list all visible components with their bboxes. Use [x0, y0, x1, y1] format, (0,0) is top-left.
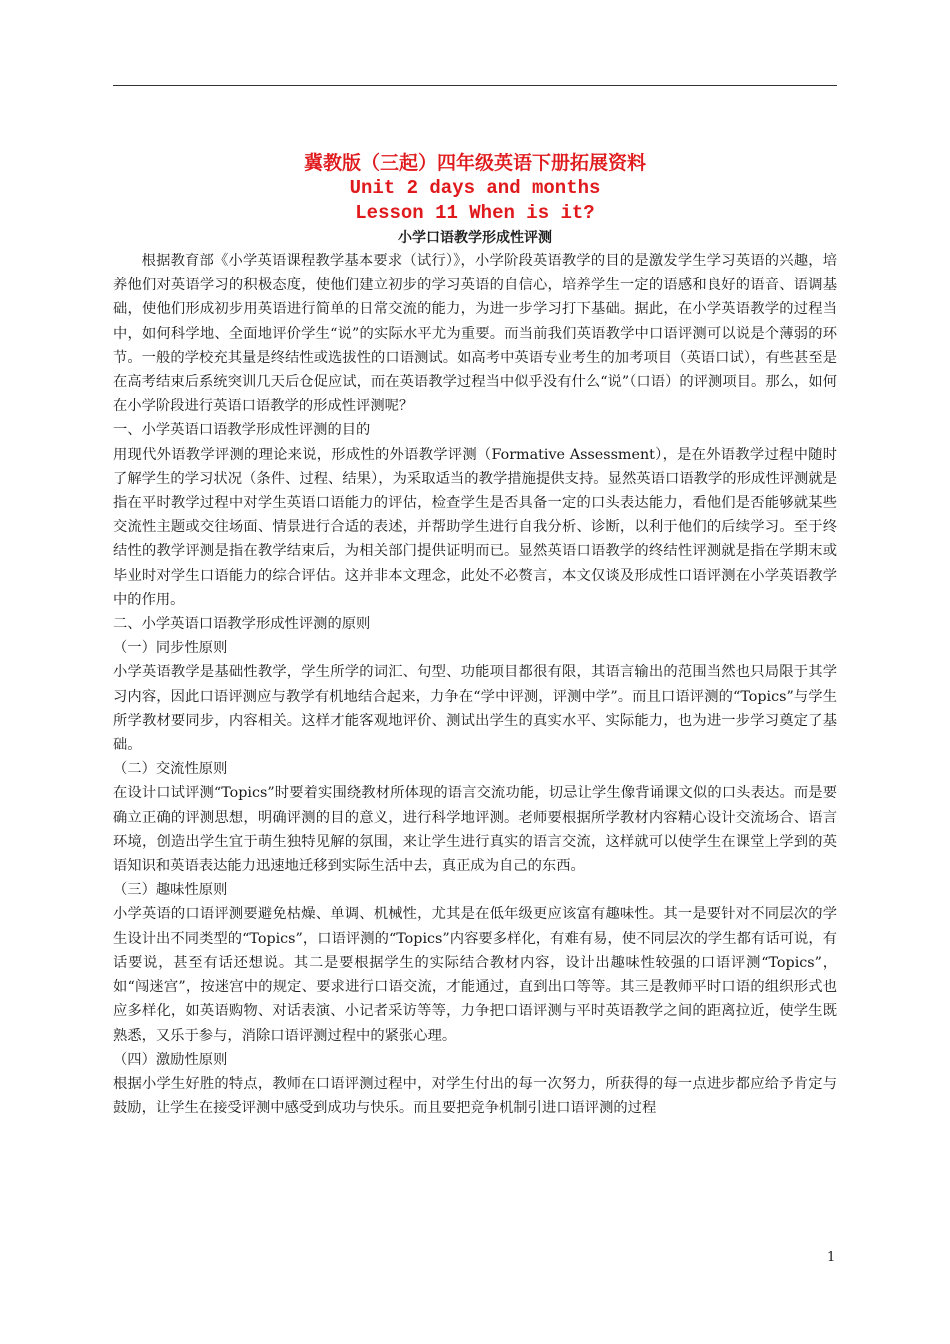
paragraph: 根据小学生好胜的特点，教师在口语评测过程中，对学生付出的每一次努力，所获得的每一点进步都应给予肯定与鼓励，让学生在接受评测中感受到成功与快乐。而且要把竞争机制引进口语评测的过程	[113, 1075, 837, 1117]
paragraph: 用现代外语教学评测的理论来说，形成性的外语教学评测（Formative Assessment），是在外语教学过程中随时了解学生的学习状况（条件、过程、结果），为采取适当的教学措施提供支持。显然英语口语教学的形成性评测就是指在平时教学过程中对学生英语口语能力的评估，检查学生是否具备一定的口头表达能力，看他们是否能够就某些交流性主题或交往场面、情景进行合适的表述，并帮助学生进行自我分析、诊断，以利于他们的后续学习。至于终结性的教学评测是指在教学结束后，为相关部门提供证明而已。显然英语口语教学的终结性评测就是指在学期末或毕业时对学生口语能力的综合评估。这并非本文理念，此处不必赘言，本文仅谈及形成性口语评测在小学英语教学中的作用。	[113, 446, 837, 608]
subsection-heading: （二）交流性原则	[113, 761, 228, 778]
document-title: 冀教版（三起）四年级英语下册拓展资料	[303, 152, 646, 174]
lesson-title: Lesson 11 When is it?	[355, 202, 595, 224]
paragraph: 在设计口试评测“Topics”时要着实围绕教材所体现的语言交流功能，切忌让学生像背诵课文似的口头表达。而是要确立正确的评测思想，明确评测的目的意义，进行科学地评测。老师要根据所学教材内容精心设计交流场合、语言环境，创造出学生宜于萌生独特见解的氛围，来让学生进行真实的语言交流，这样就可以使学生在课堂上学到的英语知识和英语表达能力迅速地迁移到实际生活中去，真正成为自己的东西。	[113, 785, 837, 875]
unit-title: Unit 2 days and months	[349, 177, 601, 199]
title-block	[113, 150, 837, 226]
page-number: 1	[827, 1250, 836, 1265]
section-heading: 二、小学英语口语教学形成性评测的原则	[113, 616, 371, 633]
paragraph: 小学英语的口语评测要避免枯燥、单调、机械性，尤其是在低年级更应该富有趣味性。其一是要针对不同层次的学生设计出不同类型的“Topics”，口语评测的“Topics”内容要多样化，有难有易，使不同层次的学生都有话可说，有话要说，甚至有话还想说。其二是要根据学生的实际结合教材内容，设计出趣味性较强的口语评测“Topics”，如“闯迷宫”，按迷宫中的规定、要求进行口语交流，才能通过，直到出口等等。其三是教师平时口语的组织形式也应多样化，如英语购物、对话表演、小记者采访等等，力争把口语评测与平时英语教学之间的距离拉近，使学生既熟悉，又乐于参与，消除口语评测过程中的紧张心理。	[113, 906, 837, 1044]
section-heading: 一、小学英语口语教学形成性评测的目的	[113, 422, 371, 439]
paragraph: 小学英语教学是基础性教学，学生所学的词汇、句型、功能项目都很有限，其语言输出的范围当然也只局限于其学习内容，因此口语评测应与教学有机地结合起来，力争在“学中评测，评测中学”。而且口语评测的“Topics”与学生所学教材要同步，内容相关。这样才能客观地评价、测试出学生的真实水平、实际能力，也为进一步学习奠定了基础。	[113, 664, 837, 754]
paragraph-intro: 根据教育部《小学英语课程教学基本要求（试行）》，小学阶段英语教学的目的是激发学生学习英语的兴趣，培养他们对英语学习的积极态度，使他们建立初步的学习英语的自信心，培养学生一定的语感和良好的语音、语调基础，使他们形成初步用英语进行简单的日常交流的能力，为进一步学习打下基础。据此，在小学英语教学的过程当中，如何科学地、全面地评价学生“说”的实际水平尤为重要。而当前我们英语教学中口语评测可以说是个薄弱的环节。一般的学校充其量是终结性或选拔性的口语测试。如高考中英语专业考生的加考项目（英语口试），有些甚至是在高考结束后系统突训几天后仓促应试，而在英语教学过程当中似乎没有什么“说”（口语）的评测项目。那么，如何在小学阶段进行英语口语教学的形成性评测呢？	[113, 253, 837, 415]
header-rule	[113, 85, 837, 86]
subsection-heading: （四）激励性原则	[113, 1051, 228, 1068]
article-subtitle: 小学口语教学形成性评测	[398, 230, 552, 246]
subsection-heading: （一）同步性原则	[113, 640, 228, 657]
article-body	[113, 249, 837, 1120]
subsection-heading: （三）趣味性原则	[113, 882, 228, 899]
